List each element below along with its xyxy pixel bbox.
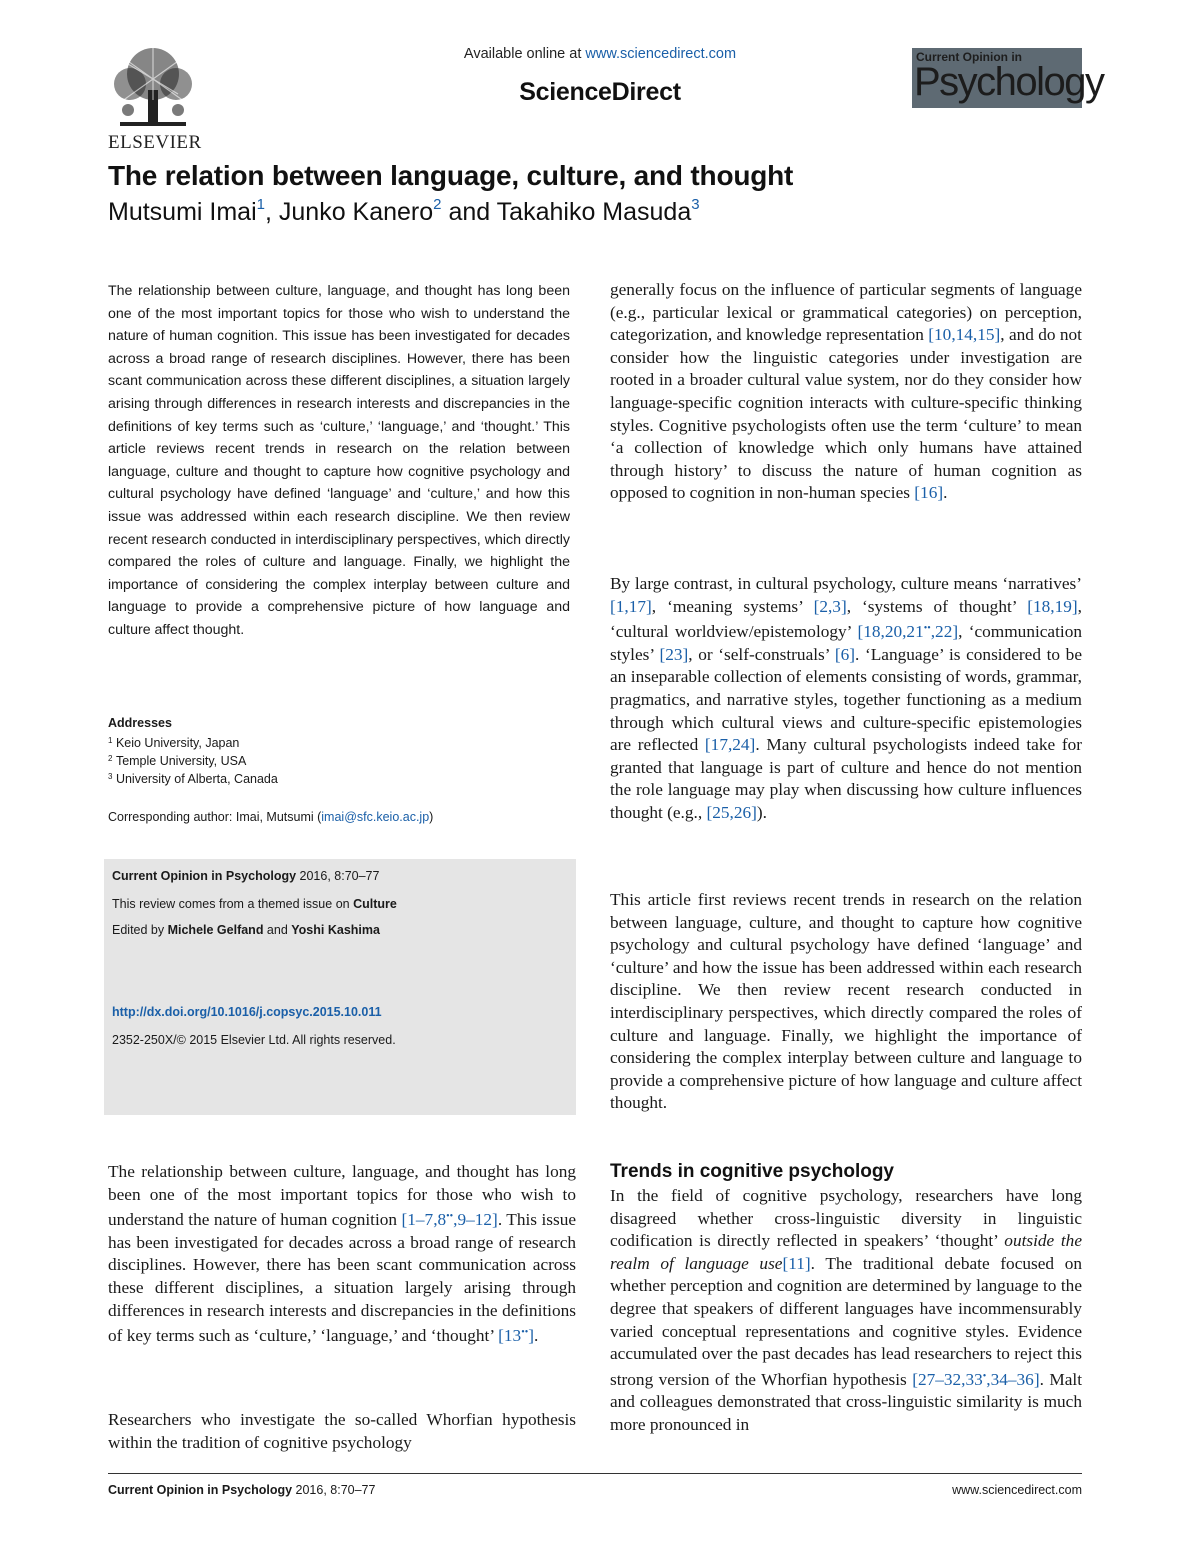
col2-paragraph-3: This article first reviews recent trends in research on the relation between language, culture, and thought to capture how cognitive psychology and cultural psychology have defined ‘language’ and ‘culture’ and how the issue has been addressed within each research discipline. We then review recent research conducted in interdisciplinary perspectives, which directly compared the roles of culture and language. Finally, we highlight the importance of considering the complex interplay between culture and language to provide a comprehensive picture of how language and culture affect thought. (610, 890, 1082, 1113)
author-3-affil[interactable]: 3 (691, 196, 700, 213)
info-editors: Edited by Michele Gelfand and Yoshi Kashima (112, 923, 380, 937)
corresponding-author: Corresponding author: Imai, Mutsumi (imai@sfc.keio.ac.jp) (108, 810, 434, 824)
author-2: Junko Kanero (278, 198, 434, 226)
footer-rule (108, 1473, 1082, 1474)
journal-badge-line2: Psychology (914, 60, 1104, 104)
author-2-affil[interactable]: 2 (433, 196, 442, 213)
citation-link[interactable]: [11] (782, 1253, 811, 1273)
info-theme: This review comes from a themed issue on Culture (112, 897, 397, 911)
citation-link[interactable]: [18,19] (1027, 596, 1078, 616)
address-2: $^2$ Temple University, USA (108, 754, 247, 768)
col2-paragraph-2: By large contrast, in cultural psychology, culture means ‘narratives’ [1,17], ‘meaning systems’ [2,3], ‘systems of thought’ [18,19], ‘cultural worldview/epistemology’ [18,20,21••,22], ‘communication styles’ [23], or ‘self-construals’ [6]. ‘Language’ is considered to be an inseparable collection of elements consisting of words, grammar, pragmatics, and narrative styles, together functioning as a medium through which cultural views and culture-specific epistemologies are reflected [17,24]. Many cultural psychologists indeed take for granted that language is part of culture and hence do not mention the role language may play when discussing how culture influences thought (e.g., [25,26]). (610, 574, 1082, 822)
citation-link[interactable]: [25,26] (706, 802, 757, 822)
col1-paragraph-2: Researchers who investigate the so-called Whorfian hypothesis within the tradition of cognitive psychology (108, 1410, 576, 1452)
author-1-affil[interactable]: 1 (256, 196, 265, 213)
citation-link[interactable]: [1–7,8••,9–12] (401, 1210, 498, 1230)
doi-link[interactable]: http://dx.doi.org/10.1016/j.copsyc.2015.10.011 (112, 1005, 382, 1019)
citation-link[interactable]: [27–32,33•,34–36] (912, 1369, 1040, 1389)
citation-link[interactable]: [13••] (498, 1326, 534, 1346)
section-heading: Trends in cognitive psychology (610, 1161, 894, 1182)
journal-badge (912, 48, 1104, 108)
authors: Mutsumi Imai$^1$, Junko Kanero$^2$ and Takahiko Masuda$^3$ (108, 196, 700, 226)
col2-paragraph-1: generally focus on the influence of particular segments of language (e.g., particular lexical or grammatical categories) on perception, categorization, and knowledge representation [10,14,15], and do not consider how the linguistic categories under investigation are rooted in a broader cultural value system, nor do they consider how language-specific cognition interacts with culture-specific thinking styles. Cognitive psychologists often use the term ‘culture’ to mean ‘a collection of knowledge which only humans have attained through history’ to discuss the nature of human cognition as opposed to cognition in non-human species [16]. (610, 280, 1082, 503)
col2-paragraph-4: In the field of cognitive psychology, researchers have long disagreed whether cross-linguistic diversity in linguistic codification is directly reflected in speakers’ ‘thought’ outside the realm of language use[11]. The traditional debate focused on whether perception and cognition are determined by language to the degree that speakers of different languages have incommensurably varied conceptual representations and cognitive styles. Evidence accumulated over the past decades has lead researchers to reject this strong version of the Whorfian hypothesis [27–32,33•,34–36]. Malt and colleagues demonstrated that cross-linguistic similarity is much more pronounced in (610, 1186, 1083, 1434)
col1-paragraph-1: The relationship between culture, language, and thought has long been one of the most important topics for those who wish to understand the nature of human cognition [1–7,8••,9–12]. This issue has been investigated for decades across a broad range of research disciplines. However, there has been scant communication across these different disciplines, a situation largely arising through differences in research interests and discrepancies in the definitions of key terms such as ‘culture,’ ‘language,’ and ‘thought’ [13••]. (108, 1162, 577, 1346)
info-doi (112, 1005, 382, 1019)
footer-site: www.sciencedirect.com (952, 1483, 1082, 1497)
citation-link[interactable]: [10,14,15] (928, 325, 1001, 345)
citation-link[interactable]: [18,20,21••,22] (857, 622, 959, 642)
email-link[interactable]: imai@sfc.keio.ac.jp (321, 810, 430, 824)
address-3: $^3$ University of Alberta, Canada (108, 772, 278, 786)
citation-link[interactable]: [23] (659, 644, 689, 664)
info-copyright: 2352-250X/© 2015 Elsevier Ltd. All rights reserved. (112, 1033, 396, 1047)
addresses-heading: Addresses (108, 716, 172, 730)
citation-link[interactable]: [2,3] (813, 596, 847, 616)
sciencedirect-title: ScienceDirect (519, 78, 681, 106)
citation-link[interactable]: [1,17] (610, 596, 652, 616)
abstract: The relationship between culture, language, and thought has long been one of the most important topics for those who wish to understand the nature of human cognition. This issue has been investigated for decades across a broad range of research disciplines. However, there has been scant communication across these different disciplines, a situation largely arising through differences in research interests and discrepancies in the definitions of key terms such as ‘culture,’ ‘language,’ and ‘thought.’ This article reviews recent trends in research on the relation between language, culture and thought to capture how cognitive psychology and cultural psychology have defined ‘language’ and ‘culture,’ and how this issue was addressed within each research discipline. We then review recent research conducted in interdisciplinary perspectives, which directly compared the roles of culture and language. Finally, we highlight the importance of considering the complex interplay between culture and language to provide a comprehensive picture of how language and culture affect thought. (108, 283, 570, 638)
address-1: $^1$ Keio University, Japan (108, 736, 240, 750)
author-1: Mutsumi Imai (108, 198, 257, 226)
sciencedirect-link[interactable]: www.sciencedirect.com (585, 46, 737, 62)
available-online: Available online at www.sciencedirect.com (463, 46, 737, 62)
citation-link[interactable]: [6] (834, 644, 856, 664)
footer-citation: Current Opinion in Psychology 2016, 8:70–77 (108, 1483, 376, 1497)
elsevier-wordmark: ELSEVIER (108, 132, 202, 153)
journal-badge-line1: Current Opinion in (916, 50, 1022, 64)
article-info-box (104, 859, 576, 1115)
citation-link[interactable]: [17,24] (704, 735, 756, 755)
citation-link[interactable]: [16] (914, 483, 944, 503)
info-citation: Current Opinion in Psychology 2016, 8:70–77 (112, 869, 380, 883)
article-title: The relation between language, culture, and thought (108, 160, 794, 191)
author-3: Takahiko Masuda (496, 198, 692, 226)
